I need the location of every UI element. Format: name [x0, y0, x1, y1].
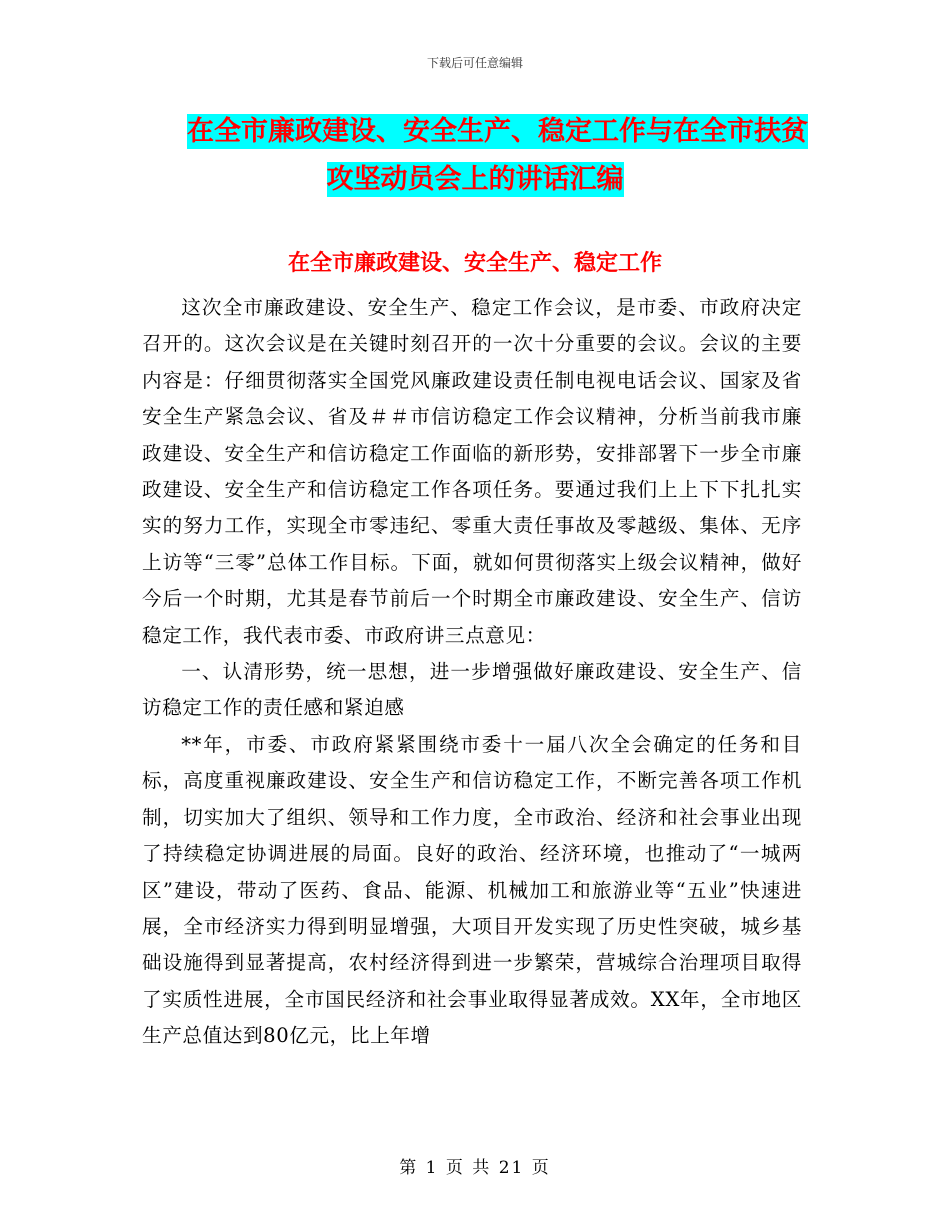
- main-title-line-1: [0, 108, 950, 156]
- main-title-line-1-text: 在全市廉政建设、安全生产、稳定工作与在全市扶贫: [187, 116, 808, 147]
- main-title: [0, 108, 950, 204]
- main-title-line-2: [0, 156, 950, 204]
- paragraph-review: **年，市委、市政府紧紧围绕市委十一届八次全会确定的任务和目标，高度重视廉政建设、安全生产和信访稳定工作，不断完善各项工作机制，切实加大了组织、领导和工作力度，全市政治、经济和社会事业出现了持续稳定协调进展的局面。良好的政治、经济环境，也推动了“一城两区”建设，带动了医药、食品、能源、机械加工和旅游业等“五业”快速进展，全市经济实力得到明显增强，大项目开发实现了历史性突破，城乡基础设施得到显著提高，农村经济得到进一步繁荣，营城综合治理项目取得了实质性进展，全市国民经济和社会事业取得显著成效。XX年，全市地区生产总值达到80亿元，比上年增: [142, 732, 802, 1048]
- header-note: 下载后可任意编辑: [426, 56, 523, 70]
- page-footer: 第 1 页 共 21 页: [399, 1158, 551, 1178]
- paragraph-intro: 这次全市廉政建设、安全生产、稳定工作会议，是市委、市政府决定召开的。这次会议是在关键时刻召开的一次十分重要的会议。会议的主要内容是：仔细贯彻落实全国党风廉政建设责任制电视电话会议、国家及省安全生产紧急会议、省及＃＃市信访稳定工作会议精神，分析当前我市廉政建设、安全生产和信访稳定工作面临的新形势，安排部署下一步全市廉政建设、安全生产和信访稳定工作各项任务。要通过我们上上下下扎扎实实的努力工作，实现全市零违纪、零重大责任事故及零越级、集体、无序上访等“三零”总体工作目标。下面，就如何贯彻落实上级会议精神，做好今后一个时期，尤其是春节前后一个时期全市廉政建设、安全生产、信访稳定工作，我代表市委、市政府讲三点意见：: [142, 296, 802, 647]
- body-text: [142, 290, 802, 1055]
- paragraph-heading-one: 一、认清形势，统一思想，进一步增强做好廉政建设、安全生产、信访稳定工作的责任感和紧迫感: [142, 660, 802, 720]
- section-title: 在全市廉政建设、安全生产、稳定工作: [287, 251, 662, 276]
- main-title-line-2-text: 攻坚动员会上的讲话汇编: [326, 164, 624, 195]
